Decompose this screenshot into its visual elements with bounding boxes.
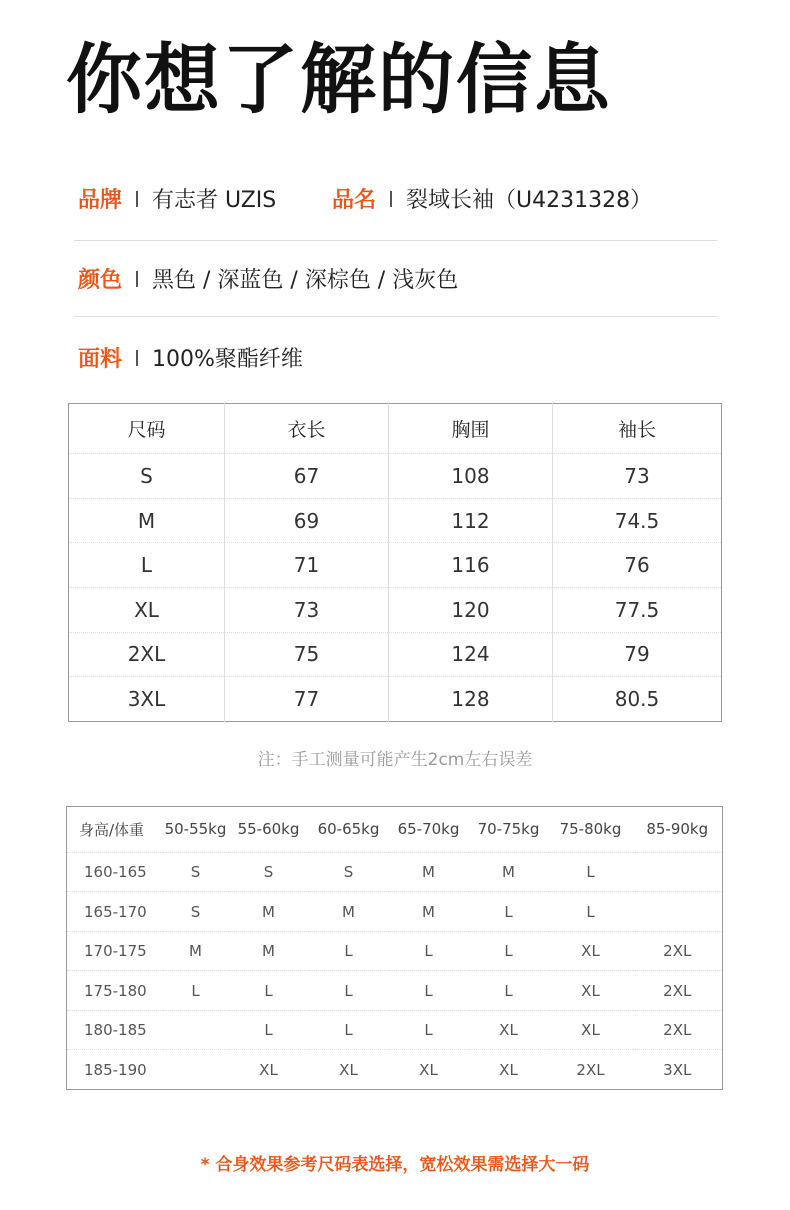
table-row	[67, 892, 723, 932]
header-cell: 60-65kg	[317, 820, 380, 839]
table-cell: M	[163, 931, 229, 971]
fabric-value: 100%聚酯纤维	[152, 347, 303, 372]
table-cell: 2XL	[633, 971, 723, 1011]
header-cell: 衣长	[225, 404, 389, 454]
table-cell: 2XL	[633, 1010, 723, 1050]
table-row	[67, 1010, 723, 1050]
table-cell: XL	[549, 931, 633, 971]
table-cell: XL	[229, 1050, 309, 1090]
table-cell: 2XL	[633, 931, 723, 971]
size-table	[68, 403, 722, 722]
table-cell: L	[469, 931, 549, 971]
table-row	[67, 971, 723, 1011]
separator	[136, 350, 138, 366]
table-cell: XL	[549, 971, 633, 1011]
table-cell	[633, 892, 723, 932]
fit-table	[66, 806, 723, 1090]
table-cell: 165-170	[67, 892, 163, 932]
table-cell: 2XL	[549, 1050, 633, 1090]
separator	[136, 271, 138, 287]
table-cell: M	[229, 892, 309, 932]
table-cell: 79	[553, 632, 722, 677]
table-cell: L	[389, 1010, 469, 1050]
fit-advice-footer: * 合身效果参考尺码表选择，宽松效果需选择大一码	[200, 1155, 590, 1175]
table-cell: M	[389, 892, 469, 932]
separator	[390, 191, 392, 207]
fit-table-header	[67, 807, 723, 853]
brand-value: 有志者 UZIS	[152, 188, 277, 213]
table-cell: M	[389, 852, 469, 892]
info-row-color	[78, 263, 458, 294]
table-cell: XL	[469, 1050, 549, 1090]
table-cell: 160-165	[67, 852, 163, 892]
table-cell: L	[229, 971, 309, 1011]
header-cell: 85-90kg	[646, 820, 709, 839]
color-value: 黑色 / 深蓝色 / 深棕色 / 浅灰色	[152, 268, 459, 293]
table-cell: 71	[225, 543, 389, 588]
table-cell: 180-185	[67, 1010, 163, 1050]
table-cell: 170-175	[67, 931, 163, 971]
table-cell: 116	[389, 543, 553, 588]
table-cell: 73	[553, 454, 722, 499]
table-cell: 128	[389, 677, 553, 722]
table-cell	[633, 852, 723, 892]
table-cell: 74.5	[553, 498, 722, 543]
table-row	[69, 632, 722, 677]
table-cell: 175-180	[67, 971, 163, 1011]
table-row	[69, 498, 722, 543]
table-cell: L	[229, 1010, 309, 1050]
table-cell: 80.5	[553, 677, 722, 722]
table-cell: 185-190	[67, 1050, 163, 1090]
table-cell: S	[163, 892, 229, 932]
table-row	[67, 931, 723, 971]
color-label: 颜色	[78, 268, 123, 293]
table-cell: 112	[389, 498, 553, 543]
table-cell: S	[163, 852, 229, 892]
table-cell: 67	[225, 454, 389, 499]
table-cell	[163, 1050, 229, 1090]
table-cell: L	[549, 892, 633, 932]
table-cell: L	[163, 971, 229, 1011]
fabric-label: 面料	[78, 347, 123, 372]
header-cell: 75-80kg	[559, 820, 622, 839]
table-cell: S	[229, 852, 309, 892]
name-value: 裂域长袖（U4231328）	[406, 188, 653, 213]
measurement-note: 注：手工测量可能产生2cm左右误差	[257, 750, 533, 770]
table-cell: XL	[69, 587, 225, 632]
table-cell: XL	[549, 1010, 633, 1050]
name-label: 品名	[332, 188, 377, 213]
table-cell: M	[229, 931, 309, 971]
table-cell: 73	[225, 587, 389, 632]
table-cell: 3XL	[633, 1050, 723, 1090]
info-row-brand-name	[78, 183, 652, 214]
header-cell: 尺码	[127, 419, 166, 441]
table-cell: 2XL	[69, 632, 225, 677]
brand-label: 品牌	[78, 188, 123, 213]
size-table-header	[69, 404, 722, 454]
table-cell: M	[469, 852, 549, 892]
table-cell: XL	[389, 1050, 469, 1090]
page-title: 你想了解的信息	[66, 35, 612, 124]
table-cell: 76	[553, 543, 722, 588]
table-cell: L	[309, 971, 389, 1011]
table-cell: L	[389, 971, 469, 1011]
table-row	[69, 543, 722, 588]
table-cell: M	[69, 498, 225, 543]
header-cell: 胸围	[389, 404, 553, 454]
table-cell: S	[69, 454, 225, 499]
table-row	[69, 454, 722, 499]
table-cell: XL	[309, 1050, 389, 1090]
table-row	[67, 1050, 723, 1090]
divider	[74, 316, 717, 317]
separator	[136, 191, 138, 207]
table-row	[69, 677, 722, 722]
table-cell: L	[549, 852, 633, 892]
table-cell: 77.5	[553, 587, 722, 632]
header-cell: 55-60kg	[237, 820, 300, 839]
table-cell: 108	[389, 454, 553, 499]
table-cell: L	[309, 1010, 389, 1050]
table-cell: L	[469, 892, 549, 932]
table-cell: L	[309, 931, 389, 971]
info-row-fabric	[78, 342, 303, 373]
table-cell: 69	[225, 498, 389, 543]
table-cell: 120	[389, 587, 553, 632]
table-cell: M	[309, 892, 389, 932]
table-cell: XL	[469, 1010, 549, 1050]
table-cell	[163, 1010, 229, 1050]
table-cell: 124	[389, 632, 553, 677]
table-cell: 75	[225, 632, 389, 677]
table-cell: 77	[225, 677, 389, 722]
header-cell: 50-55kg	[164, 820, 227, 839]
table-cell: L	[69, 543, 225, 588]
table-cell: 3XL	[69, 677, 225, 722]
table-row	[67, 852, 723, 892]
header-cell: 袖长	[553, 404, 722, 454]
header-cell: 身高/体重	[79, 820, 145, 839]
table-cell: L	[469, 971, 549, 1011]
header-cell: 70-75kg	[477, 820, 540, 839]
table-cell: S	[309, 852, 389, 892]
divider	[74, 240, 717, 241]
table-row	[69, 587, 722, 632]
table-cell: L	[389, 931, 469, 971]
header-cell: 65-70kg	[397, 820, 460, 839]
